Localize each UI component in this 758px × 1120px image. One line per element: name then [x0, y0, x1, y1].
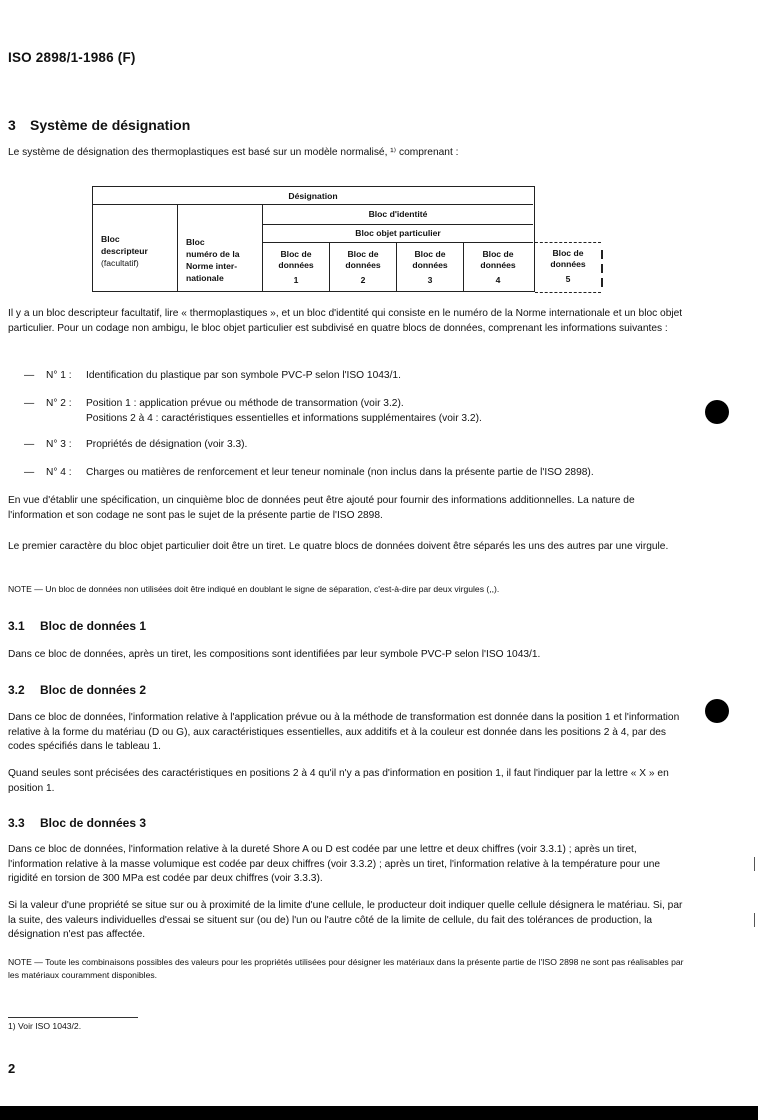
- bloc-5-side-mark: [601, 264, 603, 273]
- note-2: NOTE — Toute les combinaisons possibles des valeurs pour les propriétés utilisées pour désigner les matériaux dans la présente partie de l'ISO 2898 ne sont pas réalisables par les matériaux couramment disponibles.: [8, 957, 684, 980]
- section-3-2-heading: 3.2 Bloc de données 2: [8, 683, 147, 697]
- margin-bar: [754, 857, 755, 871]
- footnote-separator: [8, 1017, 138, 1018]
- section-3-heading: [8, 117, 190, 133]
- designation-table: [92, 186, 535, 292]
- change-marker-dot: [705, 699, 729, 723]
- bloc-donnees-4: Bloc de données 4: [480, 249, 516, 285]
- bloc-5-side-mark: [601, 278, 603, 287]
- bloc-5-side-mark: [601, 250, 603, 259]
- document-header: ISO 2898/1-1986 (F): [8, 50, 136, 65]
- section-number: 3: [8, 117, 16, 133]
- section-3-1-text: Dans ce bloc de données, après un tiret, les compositions sont identifiées par leur symbole PVC-P selon l'ISO 1043/1.: [8, 649, 541, 660]
- margin-bar: [754, 913, 755, 927]
- bloc-numero-cell: Bloc numéro de la Norme inter- nationale: [186, 237, 240, 283]
- bloc-donnees-5: Bloc de données 5: [550, 248, 586, 284]
- designation-label: Désignation: [288, 191, 338, 201]
- bloc-identite-label: Bloc d'identité: [368, 209, 428, 219]
- bloc-donnees-1: Bloc de données 1: [278, 249, 314, 285]
- section-3-2-text-1: Dans ce bloc de données, l'information relative à l'application prévue ou à la méthode de transformation est donnée dans la position 1 et l'information relative à la forme du matériau (D ou G), aux caractéristiques essentielles, aux additifs et à la couleur est donnée dans les positions 2 à 4, par des codes spécifiés dans le tableau 1.: [8, 712, 680, 752]
- bloc-donnees-3: Bloc de données 3: [412, 249, 448, 285]
- section-3-3-text-2: Si la valeur d'une propriété se situe sur ou à proximité de la limite d'une cellule, le producteur doit indiquer quelle cellule désignera le matériau. Si, par la suite, des valeurs individuelles d'essai se situent sur (ou de) l'un ou l'autre côté de la limite de cellule, du fait des tolérances de production, la désignation n'est pas affectée.: [8, 900, 683, 940]
- section-3-2-text-2: Quand seules sont précisées des caractéristiques en positions 2 à 4 qu'il n'y a pas d'information en position 1, il faut l'indiquer par la lettre « X » en position 1.: [8, 768, 669, 794]
- section-3-3-text-1: Dans ce bloc de données, l'information relative à la dureté Shore A ou D est codée par une lettre et deux chiffres (voir 3.3.1) ; après un tiret, l'information relative à la masse volumique est codée par deux chiffres (voir 3.3.2) ; après un tiret, l'information relative à la température pour une rigidité en torsion de 300 MPa est codée par deux chiffres (voir 3.3.3).: [8, 844, 661, 884]
- bloc-5-top-dash: [535, 242, 601, 243]
- bloc-5-bottom-dash: [535, 292, 601, 293]
- paragraph-2: En vue d'établir une spécification, un cinquième bloc de données peut être ajouté pour fournir des informations additionnelles. La nature de l'information et son codage ne sont pas le sujet de la présente partie de l'ISO 2898.: [8, 495, 635, 521]
- bloc-objet-label: Bloc objet particulier: [355, 228, 441, 238]
- section-3-1-heading: 3.1 Bloc de données 1: [8, 619, 147, 633]
- paragraph-3: Le premier caractère du bloc objet particulier doit être un tiret. Le quatre blocs de données doivent être séparés les uns des autres par une virgule.: [8, 541, 669, 552]
- section-3-intro: Le système de désignation des thermoplastiques est basé sur un modèle normalisé, ¹⁾ comprenant :: [8, 147, 459, 158]
- list-item: — N° 1 : Identification du plastique par son symbole PVC-P selon l'ISO 1043/1.: [24, 370, 401, 381]
- list-item: — N° 4 : Charges ou matières de renforcement et leur teneur nominale (non inclus dans la présente partie de l'ISO 2898).: [24, 467, 594, 478]
- list-item: — N° 2 : Position 1 : application prévue ou méthode de transormation (voir 3.2). Positions 2 à 4 : caractéristiques essentielles et informations supplémentaires (voir 3.2).: [24, 398, 482, 424]
- bloc-donnees-2: Bloc de données 2: [345, 249, 381, 285]
- paragraph-1: Il y a un bloc descripteur facultatif, lire « thermoplastiques », et un bloc d'identité qui consiste en le numéro de la Norme internationale et un bloc objet particulier. Pour un codage non ambigu, le bloc objet particulier est subdivisé en quatre blocs de données, comprenant les informations suivantes :: [8, 308, 683, 334]
- page-number: 2: [8, 1061, 16, 1076]
- scan-bottom-border: [0, 1106, 758, 1120]
- bloc-descripteur-cell: Bloc descripteur (facultatif): [101, 234, 148, 268]
- list-item: — N° 3 : Propriétés de désignation (voir 3.3).: [24, 439, 248, 450]
- footnote: 1) Voir ISO 1043/2.: [8, 1021, 82, 1031]
- note-1: NOTE — Un bloc de données non utilisées doit être indiqué en doublant le signe de séparation, c'est-à-dire par deux virgules (,,).: [8, 584, 500, 594]
- section-title: Système de désignation: [30, 117, 191, 133]
- change-marker-dot: [705, 400, 729, 424]
- section-3-3-heading: 3.3 Bloc de données 3: [8, 816, 147, 830]
